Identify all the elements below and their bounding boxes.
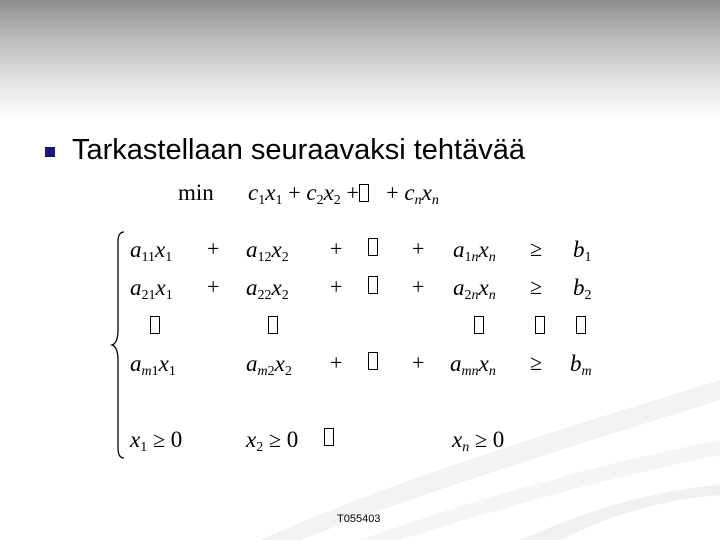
- constraint-row-2: $a_{21}x_1$ + $a_{22}x_2$ + + $a_{2n}x_n$ ≥ $b_2$: [130, 274, 592, 303]
- slide-heading: Tarkastellaan seuraavaksi tehtävää: [72, 134, 525, 166]
- objective-expression: $c_1x_1 + c_2x_2$ + + $c_nx_n$: [248, 180, 439, 208]
- objective-min-label: min: [178, 180, 214, 205]
- constraint-row-ellipsis: [130, 316, 600, 340]
- slide-footer-code: T055403: [337, 513, 381, 525]
- constraint-row-1: $a_{11}x_1$ + $a_{12}x_2$ + + $a_{1n}x_n$ ≥ $b_1$: [130, 236, 592, 265]
- nonnegativity-row: $x_1 \ge 0$ $x_2 \ge 0$ $x_n \ge 0$: [130, 427, 505, 455]
- bullet-square: [45, 147, 55, 157]
- constraint-row-m: $a_{m1}x_1$ $a_{m2}x_2$ + + $a_{mn}x_n$ ≥ $b_m$: [130, 350, 592, 379]
- constraint-brace: [108, 230, 128, 460]
